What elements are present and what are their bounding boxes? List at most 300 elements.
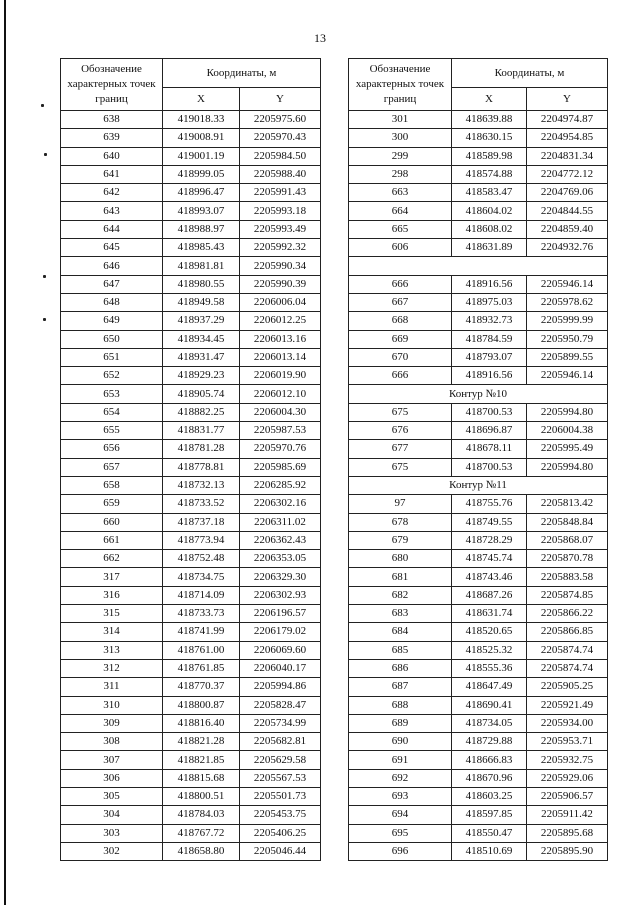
y-coordinate-cell: 2205453.75 [240, 806, 321, 824]
y-coordinate-cell: 2205874.74 [527, 641, 608, 659]
x-coordinate-cell: 418732.13 [163, 476, 240, 494]
y-coordinate-cell: 2205921.49 [527, 696, 608, 714]
y-coordinate-cell: 2206329.30 [240, 568, 321, 586]
point-id-cell: 310 [61, 696, 163, 714]
x-coordinate-cell: 418631.74 [452, 605, 527, 623]
y-coordinate-cell: 2204772.12 [527, 165, 608, 183]
point-id-cell: 303 [61, 824, 163, 842]
table-row [61, 422, 321, 440]
point-id-cell: 661 [61, 531, 163, 549]
point-id-cell: 693 [349, 787, 452, 805]
y-coordinate-cell: 2205895.90 [527, 842, 608, 860]
table-row [349, 239, 608, 257]
point-id-cell: 665 [349, 220, 452, 238]
x-coordinate-cell: 418831.77 [163, 422, 240, 440]
point-id-cell: 314 [61, 623, 163, 641]
x-coordinate-cell: 418700.53 [452, 458, 527, 476]
point-id-cell: 690 [349, 733, 452, 751]
y-coordinate-cell: 2206285.92 [240, 476, 321, 494]
table-row [61, 550, 321, 568]
designation-header: Обозначение характерных точек границ [61, 59, 163, 111]
point-id-cell: 648 [61, 293, 163, 311]
point-id-cell: 646 [61, 257, 163, 275]
point-id-cell: 655 [61, 422, 163, 440]
y-coordinate-cell: 2205501.73 [240, 787, 321, 805]
table-row [61, 111, 321, 129]
x-coordinate-cell: 418743.46 [452, 568, 527, 586]
point-id-cell: 668 [349, 312, 452, 330]
point-id-cell: 675 [349, 403, 452, 421]
point-id-cell: 651 [61, 348, 163, 366]
point-id-cell: 304 [61, 806, 163, 824]
table-row [61, 275, 321, 293]
table-row [61, 403, 321, 421]
y-coordinate-cell: 2206069.60 [240, 641, 321, 659]
table-row [349, 111, 608, 129]
point-id-cell: 311 [61, 678, 163, 696]
point-id-cell: 300 [349, 129, 452, 147]
x-coordinate-cell: 418555.36 [452, 659, 527, 677]
table-row [61, 184, 321, 202]
point-id-cell: 691 [349, 751, 452, 769]
table-row [61, 367, 321, 385]
point-id-cell: 684 [349, 623, 452, 641]
x-coordinate-cell: 418761.85 [163, 659, 240, 677]
y-coordinate-cell: 2204932.76 [527, 239, 608, 257]
table-row [349, 787, 608, 805]
x-coordinate-cell: 418608.02 [452, 220, 527, 238]
x-coordinate-cell: 418821.85 [163, 751, 240, 769]
point-id-cell: 675 [349, 458, 452, 476]
y-header: Y [527, 88, 608, 111]
x-coordinate-cell: 418734.75 [163, 568, 240, 586]
point-id-cell: 642 [61, 184, 163, 202]
scan-speck [43, 275, 46, 278]
point-id-cell: 679 [349, 531, 452, 549]
table-row [61, 385, 321, 403]
table-row [349, 293, 608, 311]
table-row [61, 440, 321, 458]
point-id-cell: 305 [61, 787, 163, 805]
table-row [61, 495, 321, 513]
y-coordinate-cell: 2205870.78 [527, 550, 608, 568]
point-id-cell: 644 [61, 220, 163, 238]
y-coordinate-cell: 2205848.84 [527, 513, 608, 531]
table-row [349, 733, 608, 751]
point-id-cell: 660 [61, 513, 163, 531]
table-row [349, 348, 608, 366]
x-coordinate-cell: 418734.05 [452, 714, 527, 732]
point-id-cell: 308 [61, 733, 163, 751]
table-row [349, 275, 608, 293]
table-row [61, 147, 321, 165]
point-id-cell: 676 [349, 422, 452, 440]
x-coordinate-cell: 418815.68 [163, 769, 240, 787]
x-coordinate-cell: 418934.45 [163, 330, 240, 348]
x-coordinate-cell: 418666.83 [452, 751, 527, 769]
y-coordinate-cell: 2206013.16 [240, 330, 321, 348]
point-id-cell: 662 [61, 550, 163, 568]
x-header: X [163, 88, 240, 111]
x-coordinate-cell: 418999.05 [163, 165, 240, 183]
table-row [61, 623, 321, 641]
x-coordinate-cell: 418647.49 [452, 678, 527, 696]
y-coordinate-cell: 2205991.43 [240, 184, 321, 202]
table-row [61, 751, 321, 769]
table-row [349, 495, 608, 513]
y-coordinate-cell: 2205868.07 [527, 531, 608, 549]
x-coordinate-cell: 418781.28 [163, 440, 240, 458]
table-body [349, 111, 608, 861]
table-row [349, 842, 608, 860]
point-id-cell: 643 [61, 202, 163, 220]
x-coordinate-cell: 418603.25 [452, 787, 527, 805]
point-id-cell: 680 [349, 550, 452, 568]
table-row [61, 293, 321, 311]
x-coordinate-cell: 418696.87 [452, 422, 527, 440]
x-coordinate-cell: 419001.19 [163, 147, 240, 165]
x-coordinate-cell: 418631.89 [452, 239, 527, 257]
point-id-cell: 683 [349, 605, 452, 623]
contour-label: Контур №11 [349, 476, 608, 494]
y-coordinate-cell: 2205813.42 [527, 495, 608, 513]
x-coordinate-cell: 418749.55 [452, 513, 527, 531]
x-coordinate-cell: 418700.53 [452, 403, 527, 421]
point-id-cell: 653 [61, 385, 163, 403]
table-row [61, 659, 321, 677]
y-coordinate-cell: 2204974.87 [527, 111, 608, 129]
point-id-cell: 686 [349, 659, 452, 677]
y-coordinate-cell: 2205970.76 [240, 440, 321, 458]
y-coordinate-cell: 2205994.80 [527, 403, 608, 421]
table-row [349, 678, 608, 696]
point-id-cell: 312 [61, 659, 163, 677]
point-id-cell: 658 [61, 476, 163, 494]
point-id-cell: 659 [61, 495, 163, 513]
y-coordinate-cell: 2205567.53 [240, 769, 321, 787]
point-id-cell: 664 [349, 202, 452, 220]
x-coordinate-cell: 418729.88 [452, 733, 527, 751]
table-row [61, 568, 321, 586]
table-row [61, 165, 321, 183]
y-coordinate-cell: 2206004.30 [240, 403, 321, 421]
y-coordinate-cell: 2204859.40 [527, 220, 608, 238]
y-coordinate-cell: 2205990.39 [240, 275, 321, 293]
y-coordinate-cell: 2205978.62 [527, 293, 608, 311]
x-header: X [452, 88, 527, 111]
x-coordinate-cell: 418714.09 [163, 586, 240, 604]
x-coordinate-cell: 418816.40 [163, 714, 240, 732]
x-coordinate-cell: 418975.03 [452, 293, 527, 311]
table-row [349, 129, 608, 147]
table-row [349, 165, 608, 183]
x-coordinate-cell: 418755.76 [452, 495, 527, 513]
x-coordinate-cell: 418741.99 [163, 623, 240, 641]
table-row [61, 513, 321, 531]
table-row [349, 513, 608, 531]
y-coordinate-cell: 2205828.47 [240, 696, 321, 714]
point-id-cell: 654 [61, 403, 163, 421]
table-row [349, 568, 608, 586]
y-coordinate-cell: 2205906.57 [527, 787, 608, 805]
table-row [61, 586, 321, 604]
table-row [349, 714, 608, 732]
y-coordinate-cell: 2205046.44 [240, 842, 321, 860]
table-row [349, 403, 608, 421]
x-coordinate-cell: 418658.80 [163, 842, 240, 860]
scan-speck [41, 104, 44, 107]
x-coordinate-cell: 418761.00 [163, 641, 240, 659]
table-row [61, 806, 321, 824]
point-id-cell: 638 [61, 111, 163, 129]
point-id-cell: 689 [349, 714, 452, 732]
y-coordinate-cell: 2204844.55 [527, 202, 608, 220]
y-coordinate-cell: 2206362.43 [240, 531, 321, 549]
y-coordinate-cell: 2205993.49 [240, 220, 321, 238]
x-coordinate-cell: 418932.73 [452, 312, 527, 330]
point-id-cell: 316 [61, 586, 163, 604]
x-coordinate-cell: 418980.55 [163, 275, 240, 293]
scan-edge-line [4, 0, 6, 905]
x-coordinate-cell: 418574.88 [452, 165, 527, 183]
x-coordinate-cell: 418988.97 [163, 220, 240, 238]
table-row [349, 330, 608, 348]
y-coordinate-cell: 2205946.14 [527, 367, 608, 385]
point-id-cell: 302 [61, 842, 163, 860]
table-row [349, 312, 608, 330]
table-row [61, 842, 321, 860]
x-coordinate-cell: 418690.41 [452, 696, 527, 714]
table-row [349, 202, 608, 220]
y-coordinate-cell: 2205734.99 [240, 714, 321, 732]
y-coordinate-cell: 2205682.81 [240, 733, 321, 751]
point-id-cell: 301 [349, 111, 452, 129]
table-row [349, 147, 608, 165]
table-row [349, 769, 608, 787]
y-header: Y [240, 88, 321, 111]
y-coordinate-cell: 2206353.05 [240, 550, 321, 568]
y-coordinate-cell: 2205999.99 [527, 312, 608, 330]
x-coordinate-cell: 418778.81 [163, 458, 240, 476]
point-id-cell: 299 [349, 147, 452, 165]
x-coordinate-cell: 418589.98 [452, 147, 527, 165]
point-id-cell: 649 [61, 312, 163, 330]
x-coordinate-cell: 418949.58 [163, 293, 240, 311]
x-coordinate-cell: 418733.73 [163, 605, 240, 623]
table-row [61, 696, 321, 714]
x-coordinate-cell: 418931.47 [163, 348, 240, 366]
table-row [349, 385, 608, 403]
table-row [349, 440, 608, 458]
x-coordinate-cell: 418745.74 [452, 550, 527, 568]
point-id-cell: 315 [61, 605, 163, 623]
y-coordinate-cell: 2205895.68 [527, 824, 608, 842]
y-coordinate-cell: 2205899.55 [527, 348, 608, 366]
y-coordinate-cell: 2206012.10 [240, 385, 321, 403]
point-id-cell: 667 [349, 293, 452, 311]
point-id-cell: 682 [349, 586, 452, 604]
table-row [61, 239, 321, 257]
table-row [349, 476, 608, 494]
y-coordinate-cell: 2206179.02 [240, 623, 321, 641]
x-coordinate-cell: 418510.69 [452, 842, 527, 860]
y-coordinate-cell: 2205932.75 [527, 751, 608, 769]
y-coordinate-cell: 2205934.00 [527, 714, 608, 732]
table-row [61, 733, 321, 751]
table-row [349, 458, 608, 476]
table-row [349, 220, 608, 238]
page-number: 13 [314, 31, 326, 45]
point-id-cell: 650 [61, 330, 163, 348]
table-row [61, 348, 321, 366]
x-coordinate-cell: 418996.47 [163, 184, 240, 202]
x-coordinate-cell: 418800.51 [163, 787, 240, 805]
point-id-cell: 307 [61, 751, 163, 769]
table-row [61, 678, 321, 696]
table-row [349, 623, 608, 641]
x-coordinate-cell: 418793.07 [452, 348, 527, 366]
table-row [61, 476, 321, 494]
point-id-cell: 696 [349, 842, 452, 860]
table-row [349, 586, 608, 604]
x-coordinate-cell: 418770.37 [163, 678, 240, 696]
y-coordinate-cell: 2205905.25 [527, 678, 608, 696]
point-id-cell: 666 [349, 367, 452, 385]
x-coordinate-cell: 418520.65 [452, 623, 527, 641]
x-coordinate-cell: 418752.48 [163, 550, 240, 568]
x-coordinate-cell: 418916.56 [452, 275, 527, 293]
x-coordinate-cell: 418737.18 [163, 513, 240, 531]
x-coordinate-cell: 418670.96 [452, 769, 527, 787]
x-coordinate-cell: 418916.56 [452, 367, 527, 385]
point-id-cell: 688 [349, 696, 452, 714]
x-coordinate-cell: 418784.03 [163, 806, 240, 824]
x-coordinate-cell: 418767.72 [163, 824, 240, 842]
table-row [349, 531, 608, 549]
x-coordinate-cell: 418728.29 [452, 531, 527, 549]
x-coordinate-cell: 418733.52 [163, 495, 240, 513]
table-row [61, 787, 321, 805]
x-coordinate-cell: 418687.26 [452, 586, 527, 604]
table-row [61, 312, 321, 330]
y-coordinate-cell: 2205406.25 [240, 824, 321, 842]
y-coordinate-cell: 2205984.50 [240, 147, 321, 165]
table-row [61, 769, 321, 787]
y-coordinate-cell: 2205883.58 [527, 568, 608, 586]
x-coordinate-cell: 418639.88 [452, 111, 527, 129]
x-coordinate-cell: 418678.11 [452, 440, 527, 458]
y-coordinate-cell: 2205987.53 [240, 422, 321, 440]
x-coordinate-cell: 418597.85 [452, 806, 527, 824]
table-row [349, 605, 608, 623]
x-coordinate-cell: 418773.94 [163, 531, 240, 549]
table-row [349, 184, 608, 202]
y-coordinate-cell: 2206302.16 [240, 495, 321, 513]
point-id-cell: 692 [349, 769, 452, 787]
point-id-cell: 656 [61, 440, 163, 458]
point-id-cell: 317 [61, 568, 163, 586]
table-row [349, 367, 608, 385]
table-row [349, 751, 608, 769]
x-coordinate-cell: 418993.07 [163, 202, 240, 220]
coordinates-header: Координаты, м [452, 59, 608, 88]
point-id-cell: 309 [61, 714, 163, 732]
y-coordinate-cell: 2205990.34 [240, 257, 321, 275]
point-id-cell: 669 [349, 330, 452, 348]
point-id-cell: 685 [349, 641, 452, 659]
point-id-cell: 606 [349, 239, 452, 257]
y-coordinate-cell: 2206196.57 [240, 605, 321, 623]
y-coordinate-cell: 2205953.71 [527, 733, 608, 751]
y-coordinate-cell: 2206012.25 [240, 312, 321, 330]
y-coordinate-cell: 2206006.04 [240, 293, 321, 311]
y-coordinate-cell: 2205874.85 [527, 586, 608, 604]
point-id-cell: 678 [349, 513, 452, 531]
table-row [349, 422, 608, 440]
y-coordinate-cell: 2205985.69 [240, 458, 321, 476]
y-coordinate-cell: 2205629.58 [240, 751, 321, 769]
table-row [61, 641, 321, 659]
y-coordinate-cell: 2204954.85 [527, 129, 608, 147]
point-id-cell: 687 [349, 678, 452, 696]
point-id-cell: 677 [349, 440, 452, 458]
y-coordinate-cell: 2205874.74 [527, 659, 608, 677]
point-id-cell: 298 [349, 165, 452, 183]
y-coordinate-cell: 2205970.43 [240, 129, 321, 147]
point-id-cell: 639 [61, 129, 163, 147]
x-coordinate-cell: 418985.43 [163, 239, 240, 257]
coordinates-table-left [60, 58, 321, 861]
y-coordinate-cell: 2206302.93 [240, 586, 321, 604]
point-id-cell: 647 [61, 275, 163, 293]
x-coordinate-cell: 418630.15 [452, 129, 527, 147]
table-row [61, 605, 321, 623]
x-coordinate-cell: 419018.33 [163, 111, 240, 129]
table-row [61, 824, 321, 842]
x-coordinate-cell: 418929.23 [163, 367, 240, 385]
point-id-cell: 652 [61, 367, 163, 385]
point-id-cell: 645 [61, 239, 163, 257]
x-coordinate-cell: 418550.47 [452, 824, 527, 842]
table-row [61, 714, 321, 732]
point-id-cell: 666 [349, 275, 452, 293]
x-coordinate-cell: 419008.91 [163, 129, 240, 147]
table-row [349, 550, 608, 568]
y-coordinate-cell: 2205911.42 [527, 806, 608, 824]
y-coordinate-cell: 2205866.85 [527, 623, 608, 641]
table-row [349, 641, 608, 659]
table-row [61, 129, 321, 147]
table-body [61, 111, 321, 861]
y-coordinate-cell: 2205950.79 [527, 330, 608, 348]
designation-header: Обозначение характерных точек границ [349, 59, 452, 111]
y-coordinate-cell: 2206040.17 [240, 659, 321, 677]
x-coordinate-cell: 418784.59 [452, 330, 527, 348]
point-id-cell: 694 [349, 806, 452, 824]
point-id-cell: 97 [349, 495, 452, 513]
empty-row [349, 257, 608, 275]
y-coordinate-cell: 2206004.38 [527, 422, 608, 440]
y-coordinate-cell: 2205975.60 [240, 111, 321, 129]
coordinates-table-right [348, 58, 608, 861]
y-coordinate-cell: 2206311.02 [240, 513, 321, 531]
point-id-cell: 695 [349, 824, 452, 842]
x-coordinate-cell: 418937.29 [163, 312, 240, 330]
coordinates-header: Координаты, м [163, 59, 321, 88]
point-id-cell: 306 [61, 769, 163, 787]
y-coordinate-cell: 2206013.14 [240, 348, 321, 366]
x-coordinate-cell: 418821.28 [163, 733, 240, 751]
